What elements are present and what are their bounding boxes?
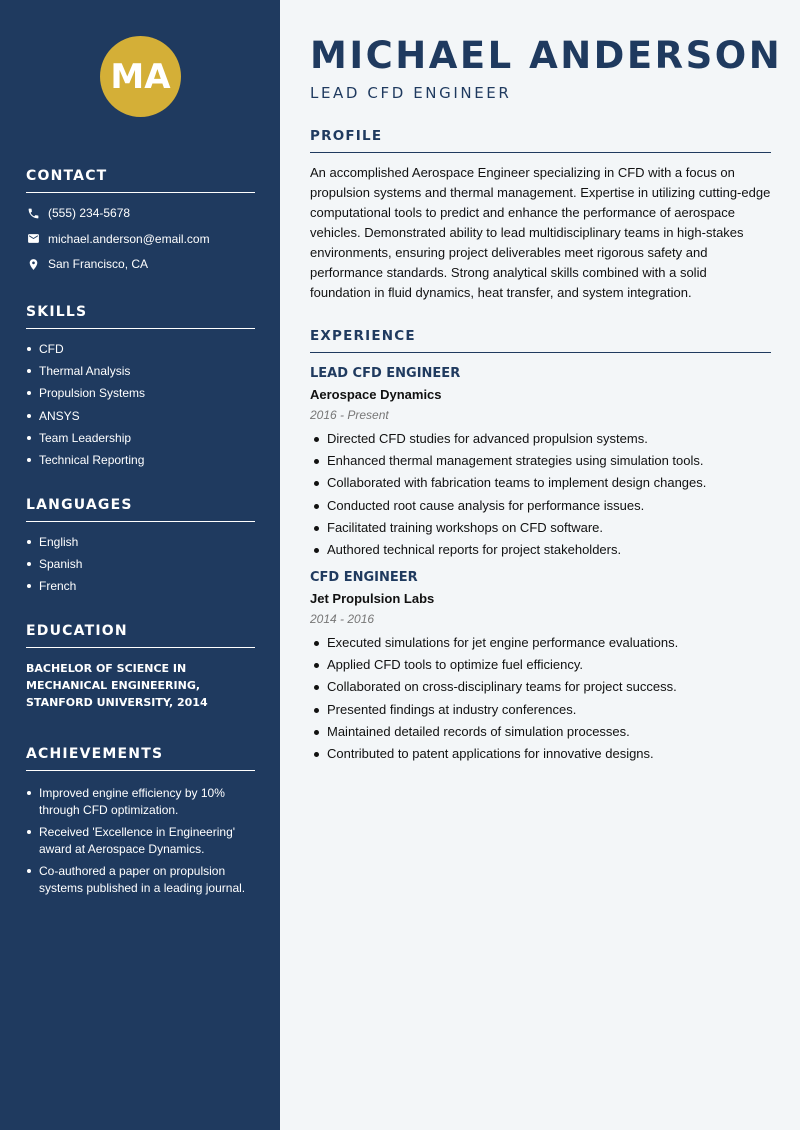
job-title: CFD ENGINEER [310,569,418,585]
languages-heading: LANGUAGES [26,497,255,522]
candidate-name: MICHAEL ANDERSON [310,34,783,77]
job-company: Aerospace Dynamics [310,387,442,402]
skill-item: Propulsion Systems [26,385,255,401]
job-entry [310,570,771,762]
job-bullet: Enhanced thermal management strategies using simulation tools. [310,453,771,469]
location-pin-icon [26,257,40,271]
email-icon [26,232,40,246]
contact-phone [26,205,255,221]
contact-email [26,231,255,247]
job-bullet: Executed simulations for jet engine performance evaluations. [310,635,771,651]
education-degree: BACHELOR OF SCIENCE IN MECHANICAL ENGINEERING, STANFORD UNIVERSITY, 2014 [26,662,208,709]
job-bullet: Applied CFD tools to optimize fuel efficiency. [310,657,771,673]
profile-text: An accomplished Aerospace Engineer specializing in CFD with a focus on propulsion systems and thermal management. Expertise in utilizing cutting-edge computational tools to predict and enhance the performance of aerospace vehicles. Demonstrated ability to lead multidisciplinary teams in high-stakes environments, ensuring project deliverables meet rigorous safety and performance standards. Strong analytical skills combined with a solid foundation in fluid dynamics, heat transfer, and system integration. [310,165,771,300]
skill-item: Team Leadership [26,430,255,446]
profile-section [310,128,771,303]
job-bullet: Collaborated with fabrication teams to implement design changes. [310,475,771,491]
skill-item: ANSYS [26,408,255,424]
job-title: LEAD CFD ENGINEER [310,366,461,381]
job-dates: 2016 - Present [310,408,389,422]
achievements-list [26,785,255,897]
job-dates: 2014 - 2016 [310,611,375,626]
skill-item: CFD [26,341,255,357]
education-heading: EDUCATION [26,623,255,648]
job-entry [310,366,771,558]
job-bullet: Authored technical reports for project stakeholders. [310,542,771,558]
job-bullet: Presented findings at industry conferences. [310,702,771,718]
skills-list [26,341,255,468]
job-bullet: Maintained detailed records of simulation processes. [310,724,771,740]
achievement-item: Improved engine efficiency by 10% through CFD optimization. [26,785,255,819]
language-item: French [26,578,255,594]
education-section [26,623,255,711]
achievements-heading: ACHIEVEMENTS [26,746,255,771]
phone-icon [26,206,40,220]
languages-list [26,534,255,594]
contact-heading: CONTACT [26,168,255,193]
skill-item: Technical Reporting [26,452,255,468]
candidate-title: LEAD CFD ENGINEER [310,84,512,102]
language-item: English [26,534,255,550]
achievement-item: Received 'Excellence in Engineering' award at Aerospace Dynamics. [26,824,255,858]
contact-email-text[interactable]: michael.anderson@email.com [48,231,210,246]
profile-heading: PROFILE [310,128,771,153]
job-bullets [310,635,771,762]
avatar: MA [100,36,181,117]
contact-section [26,168,255,282]
achievements-section [26,746,255,902]
sidebar [0,0,280,1130]
job-company: Jet Propulsion Labs [310,590,435,606]
language-item: Spanish [26,556,255,572]
skills-heading: SKILLS [26,304,255,329]
contact-location [26,256,255,272]
job-bullet: Facilitated training workshops on CFD software. [310,520,771,536]
achievement-item: Co-authored a paper on propulsion systems published in a leading journal. [26,863,255,897]
skill-item: Thermal Analysis [26,363,255,379]
job-bullet: Contributed to patent applications for innovative designs. [310,746,771,762]
job-bullets [310,431,771,558]
experience-heading: EXPERIENCE [310,328,771,353]
job-bullet: Collaborated on cross-disciplinary teams for project success. [310,679,771,695]
experience-section [310,328,771,768]
contact-location-text: San Francisco, CA [48,257,149,272]
skills-section [26,304,255,474]
job-bullet: Directed CFD studies for advanced propulsion systems. [310,431,771,447]
contact-phone-text[interactable]: (555) 234-5678 [48,206,131,220]
languages-section [26,497,255,601]
job-bullet: Conducted root cause analysis for performance issues. [310,498,771,514]
